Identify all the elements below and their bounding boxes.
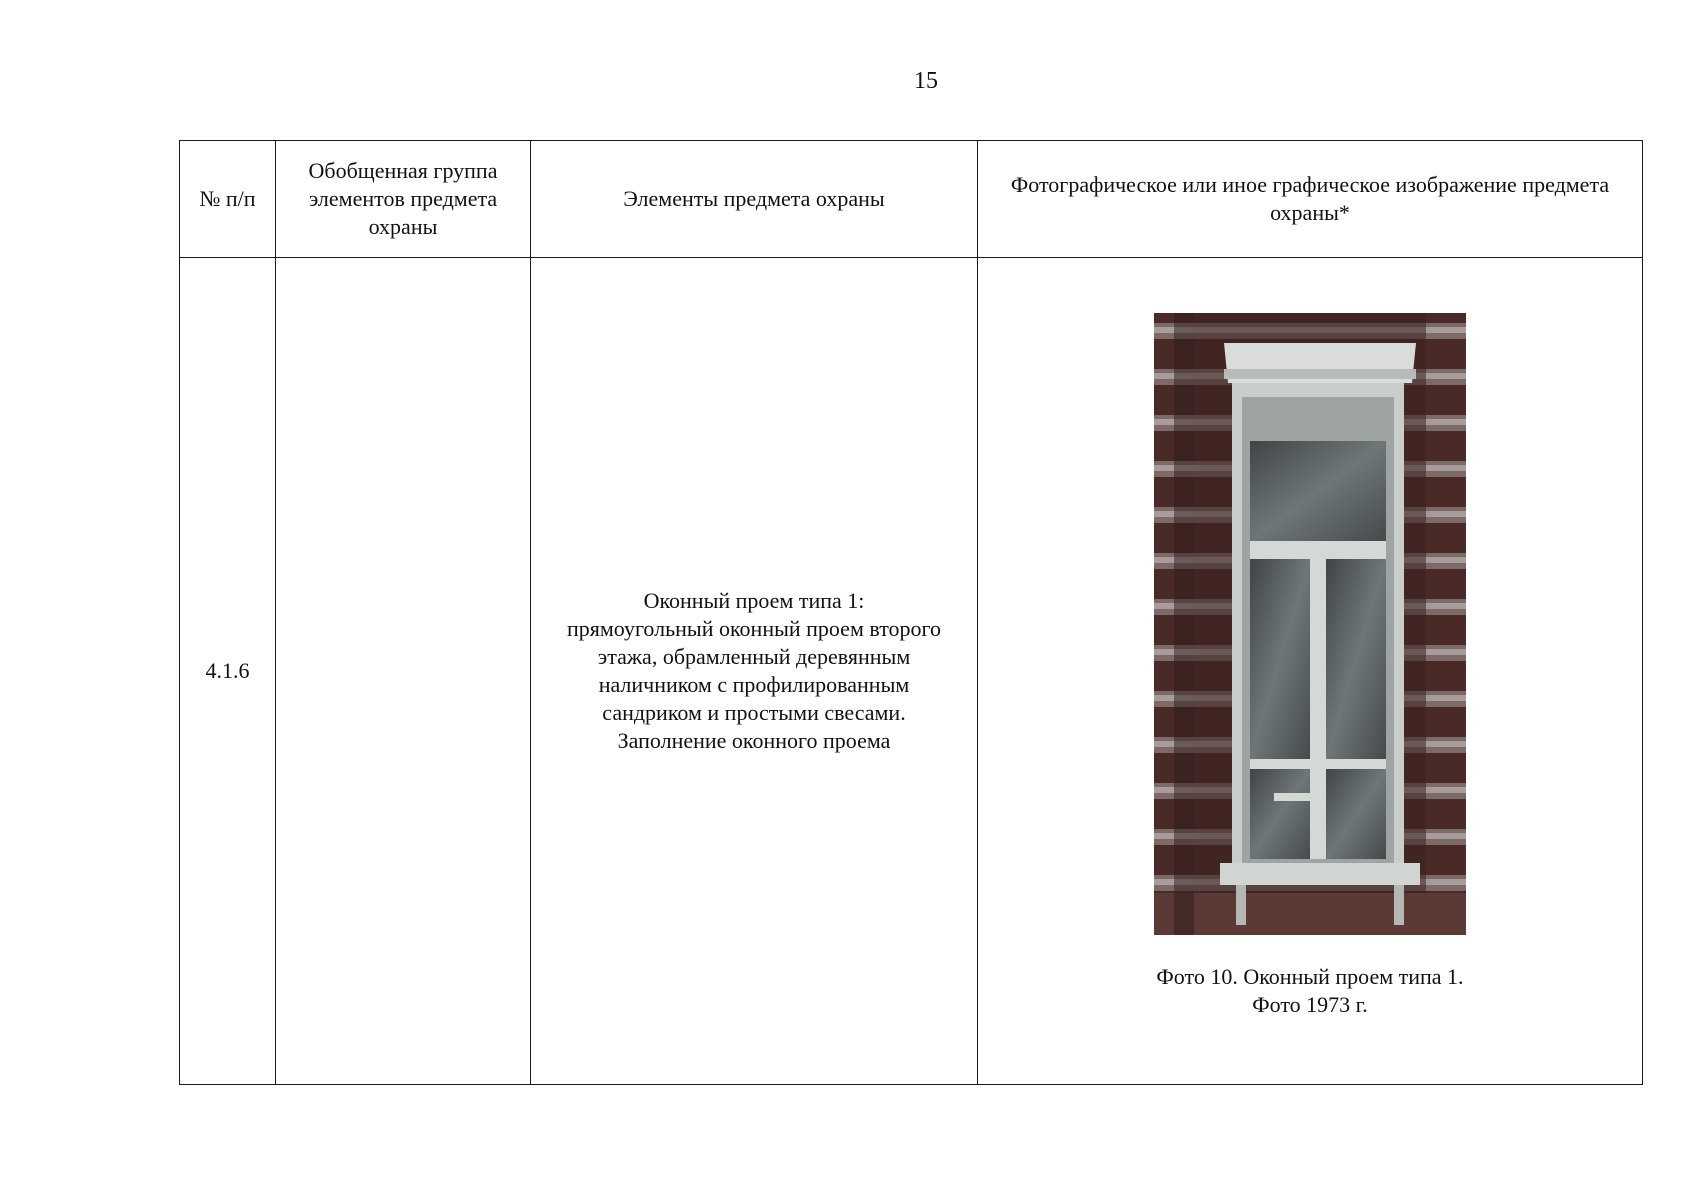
- header-elements: Элементы предмета охраны: [531, 141, 978, 258]
- window-photo: [1154, 313, 1466, 935]
- row-num: 4.1.6: [180, 258, 276, 1085]
- page-number: 15: [914, 68, 938, 94]
- photo-caption: [988, 963, 1632, 1019]
- row-group: [276, 258, 531, 1085]
- elements-line: Заполнение оконного проема: [617, 728, 891, 753]
- protection-subject-table: [179, 140, 1643, 1085]
- row-photo: [978, 258, 1643, 1085]
- header-group: Обобщенная группа элементов предмета охраны: [276, 141, 531, 258]
- row-elements: [531, 258, 978, 1085]
- elements-line: сандриком и простыми свесами.: [602, 700, 906, 725]
- elements-line: прямоугольный оконный проем второго: [566, 616, 942, 641]
- table-header-row: [180, 141, 1643, 258]
- elements-line: Оконный проем типа 1:: [643, 588, 865, 613]
- elements-line: наличником с профилированным: [598, 672, 910, 697]
- caption-line: Фото 10. Оконный проем типа 1.: [1156, 964, 1464, 989]
- elements-line: этажа, обрамленный деревянным: [597, 644, 911, 669]
- table-row: [180, 258, 1643, 1085]
- header-num: № п/п: [180, 141, 276, 258]
- header-photo: Фотографическое или иное графическое изображение предмета охраны*: [978, 141, 1643, 258]
- window-photo-image: [1154, 313, 1466, 935]
- caption-line: Фото 1973 г.: [1252, 992, 1368, 1017]
